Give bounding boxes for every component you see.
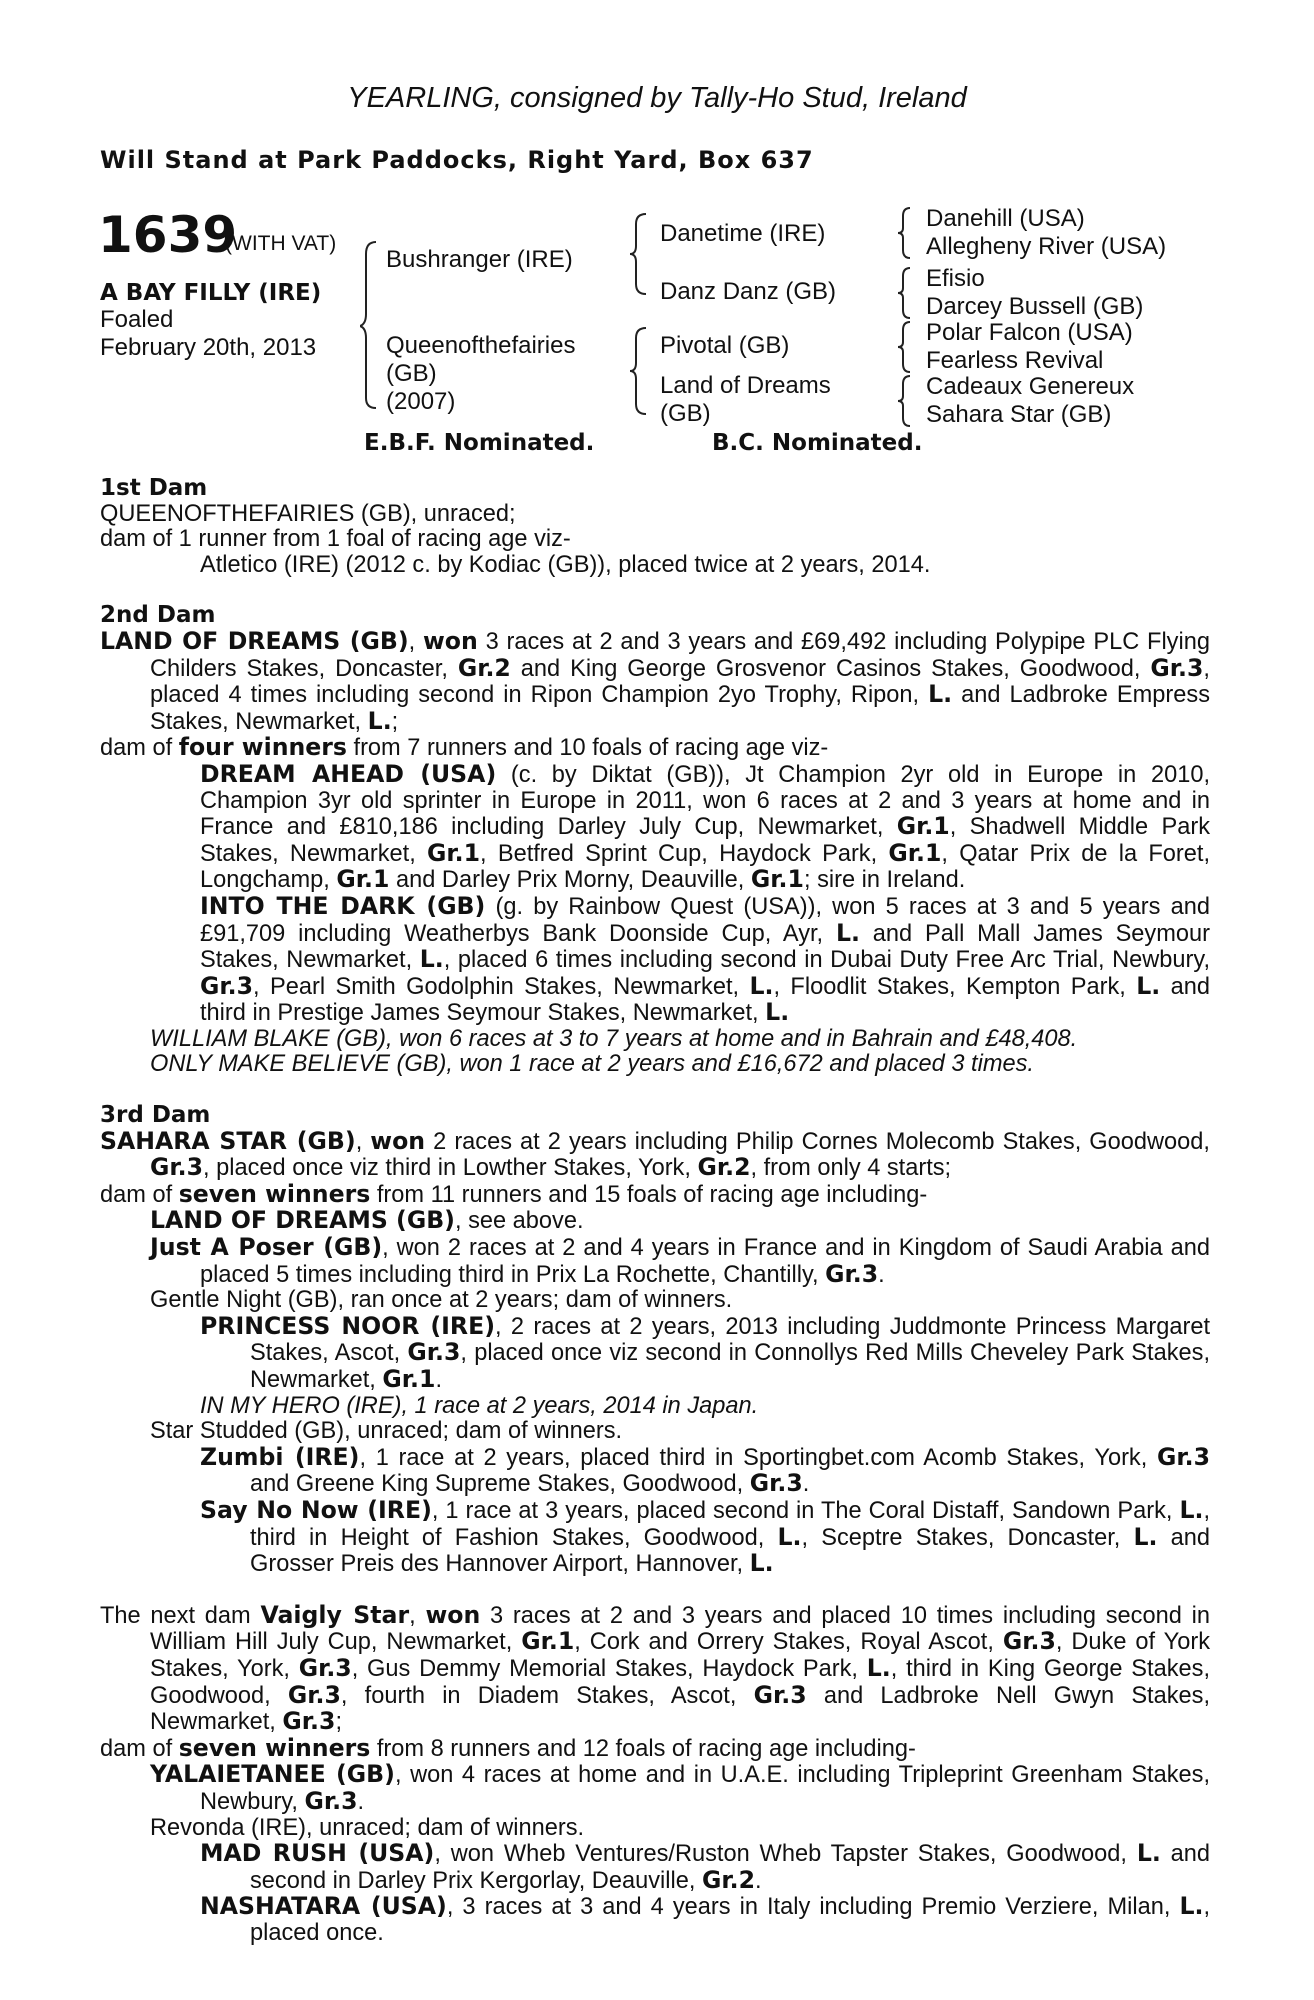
dam-produce-summary: dam of seven winners from 11 runners and 15 foals of racing age including-	[100, 1179, 928, 1208]
great-grandparent: Allegheny River (USA)	[926, 233, 1167, 260]
dam-line2: (GB)	[386, 360, 437, 387]
grand-sire-dam-side: Pivotal (GB)	[660, 332, 790, 359]
section-heading-1st-dam: 1st Dam	[100, 475, 208, 501]
great-grandparent: Cadeaux Genereux	[926, 373, 1135, 400]
great-grandparent: Polar Falcon (USA)	[926, 319, 1133, 346]
produce-entry: YALAIETANEE (GB), won 4 races at home and in U.A.E. including Tripleprint Greenham Stakes, Newbury, Gr.3.	[150, 1760, 1211, 1815]
pedigree-brace-g2	[898, 266, 912, 320]
bc-nominated: B.C. Nominated.	[712, 430, 923, 456]
produce-entry: DREAM AHEAD (USA) (c. by Diktat (GB)), Jt Champion 2yr old in Europe in 2010, Champion 3yr old sprinter in Europe in 2011, won 6 races at 2 and 3 years at home and in France and £810,186 including Darley July Cup, Newmarket, Gr.1, Shadwell Middle Park Stakes, Newmarket, Gr.1, Betfred Sprint Cup, Haydock Park, Gr.1, Qatar Prix de la Foret, Longchamp, Gr.1 and Darley Prix Morny, Deauville, Gr.1; sire in Ireland.	[200, 759, 1210, 894]
pedigree-brace-dam	[630, 326, 650, 416]
dam-produce-summary: dam of four winners from 7 runners and 10 foals of racing age viz-	[100, 733, 829, 762]
grand-dam-line1: Land of Dreams	[660, 372, 831, 399]
great-grandparent: Sahara Star (GB)	[926, 401, 1112, 428]
produce-entry: MAD RUSH (USA), won Wheb Ventures/Ruston Wheb Tapster Stakes, Goodwood, L. and second in Darley Prix Kergorlay, Deauville, Gr.2.	[200, 1839, 1211, 1894]
pedigree-brace-main	[360, 240, 380, 410]
stabling-line: Will Stand at Park Paddocks, Right Yard, Box 637	[100, 146, 814, 174]
produce-entry: NASHATARA (USA), 3 races at 3 and 4 years in Italy including Premio Verziere, Milan, L., placed once.	[200, 1892, 1210, 1946]
produce-entry: INTO THE DARK (GB) (g. by Rainbow Quest (USA)), won 5 races at 3 and 5 years and £91,709 including Weatherbys Bank Doonside Cup, Ayr, L. and Pall Mall James Seymour Stakes, Newmarket, L., placed 6 times including second in Dubai Duty Free Arc Trial, Newbury, Gr.3, Pearl Smith Godolphin Stakes, Newmarket, L., Floodlit Stakes, Kempton Park, L. and third in Prestige James Seymour Stakes, Newmarket, L.	[200, 891, 1211, 1027]
produce-entry: Just A Poser (GB), won 2 races at 2 and 4 years in France and in Kingdom of Saudi Arabia and placed 5 times including third in Prix La Rochette, Chantilly, Gr.3.	[150, 1233, 1211, 1288]
lot-number: 1639	[98, 206, 238, 264]
produce-entry: ONLY MAKE BELIEVE (GB), won 1 race at 2 years and £16,672 and placed 3 times.	[150, 1051, 1034, 1078]
foaled-date: February 20th, 2013	[100, 334, 317, 361]
section-heading-2nd-dam: 2nd Dam	[100, 602, 216, 629]
dam-line1: Queenofthefairies	[386, 332, 576, 359]
sire: Bushranger (IRE)	[386, 246, 573, 273]
produce-entry: PRINCESS NOOR (IRE), 2 races at 2 years, 2013 including Juddmonte Princess Margaret Stakes, Ascot, Gr.3, placed once viz second in Connollys Red Mills Cheveley Park Stakes, Newmarket, Gr.1.	[200, 1311, 1211, 1393]
dam-produce-summary: dam of 1 runner from 1 foal of racing age viz-	[100, 526, 571, 553]
produce-entry: Atletico (IRE) (2012 c. by Kodiac (GB)), placed twice at 2 years, 2014.	[200, 551, 931, 578]
great-grandparent: Efisio	[926, 265, 985, 292]
great-grandparent: Fearless Revival	[926, 347, 1104, 374]
grand-dam-line2: (GB)	[660, 400, 711, 427]
produce-entry: WILLIAM BLAKE (GB), won 6 races at 3 to 7 years at home and in Bahrain and £48,408.	[150, 1025, 1078, 1052]
section-heading-3rd-dam: 3rd Dam	[100, 1102, 211, 1129]
produce-entry: Revonda (IRE), unraced; dam of winners.	[150, 1814, 585, 1841]
pedigree-brace-g3	[898, 320, 912, 374]
produce-entry: Zumbi (IRE), 1 race at 2 years, placed third in Sportingbet.com Acomb Stakes, York, Gr.3 and Greene King Supreme Stakes, Goodwood, Gr.3.	[200, 1442, 1210, 1498]
grand-sire: Danetime (IRE)	[660, 220, 826, 247]
dam-entry: SAHARA STAR (GB), won 2 races at 2 years including Philip Cornes Molecomb Stakes, Goodwood, Gr.3, placed once viz third in Lowther Stakes, York, Gr.2, from only 4 starts;	[100, 1126, 1210, 1182]
produce-entry: Star Studded (GB), unraced; dam of winners.	[150, 1418, 623, 1445]
horse-name: A BAY FILLY (IRE)	[100, 280, 322, 306]
next-dam-entry: The next dam Vaigly Star, won 3 races at 2 and 3 years and placed 10 times including second in William Hill July Cup, Newmarket, Gr.1, Cork and Orrery Stakes, Royal Ascot, Gr.3, Duke of York Stakes, York, Gr.3, Gus Demmy Memorial Stakes, Haydock Park, L., third in King George Stakes, Goodwood, Gr.3, fourth in Diadem Stakes, Ascot, Gr.3 and Ladbroke Nell Gwyn Stakes, Newmarket, Gr.3;	[100, 1600, 1210, 1736]
produce-entry: Say No Now (IRE), 1 race at 3 years, placed second in The Coral Distaff, Sandown Park, L., third in Height of Fashion Stakes, Goodwood, L., Sceptre Stakes, Doncaster, L. and Grosser Preis des Hannover Airport, Hannover, L.	[200, 1495, 1211, 1578]
dam-line3: (2007)	[386, 388, 456, 415]
foaled-label: Foaled	[100, 306, 174, 333]
great-grandparent: Darcey Bussell (GB)	[926, 293, 1144, 320]
vat-note: (WITH VAT)	[225, 232, 337, 255]
produce-entry: IN MY HERO (IRE), 1 race at 2 years, 2014 in Japan.	[200, 1392, 759, 1419]
dam-entry: LAND OF DREAMS (GB), won 3 races at 2 and 3 years and £69,492 including Polypipe PLC Flying Childers Stakes, Doncaster, Gr.2 and King George Grosvenor Casinos Stakes, Goodwood, Gr.3, placed 4 times including second in Ripon Champion 2yo Trophy, Ripon, L. and Ladbroke Empress Stakes, Newmarket, L.;	[100, 626, 1211, 735]
pedigree-brace-g4	[898, 374, 912, 428]
produce-entry: LAND OF DREAMS (GB), see above.	[150, 1206, 584, 1235]
produce-entry: Gentle Night (GB), ran once at 2 years; dam of winners.	[150, 1287, 733, 1314]
produce-record	[100, 476, 1210, 1946]
pedigree-brace-g1	[898, 206, 912, 260]
dam-produce-summary: dam of seven winners from 8 runners and 12 foals of racing age including-	[100, 1733, 916, 1762]
grand-dam-sire-side: Danz Danz (GB)	[660, 278, 837, 305]
dam-entry: QUEENOFTHEFAIRIES (GB), unraced;	[100, 500, 516, 527]
ebf-nominated: E.B.F. Nominated.	[364, 430, 595, 456]
pedigree-brace-sire	[630, 212, 650, 296]
great-grandparent: Danehill (USA)	[926, 205, 1085, 232]
consignor-header: YEARLING, consigned by Tally-Ho Stud, Ireland	[347, 82, 967, 114]
